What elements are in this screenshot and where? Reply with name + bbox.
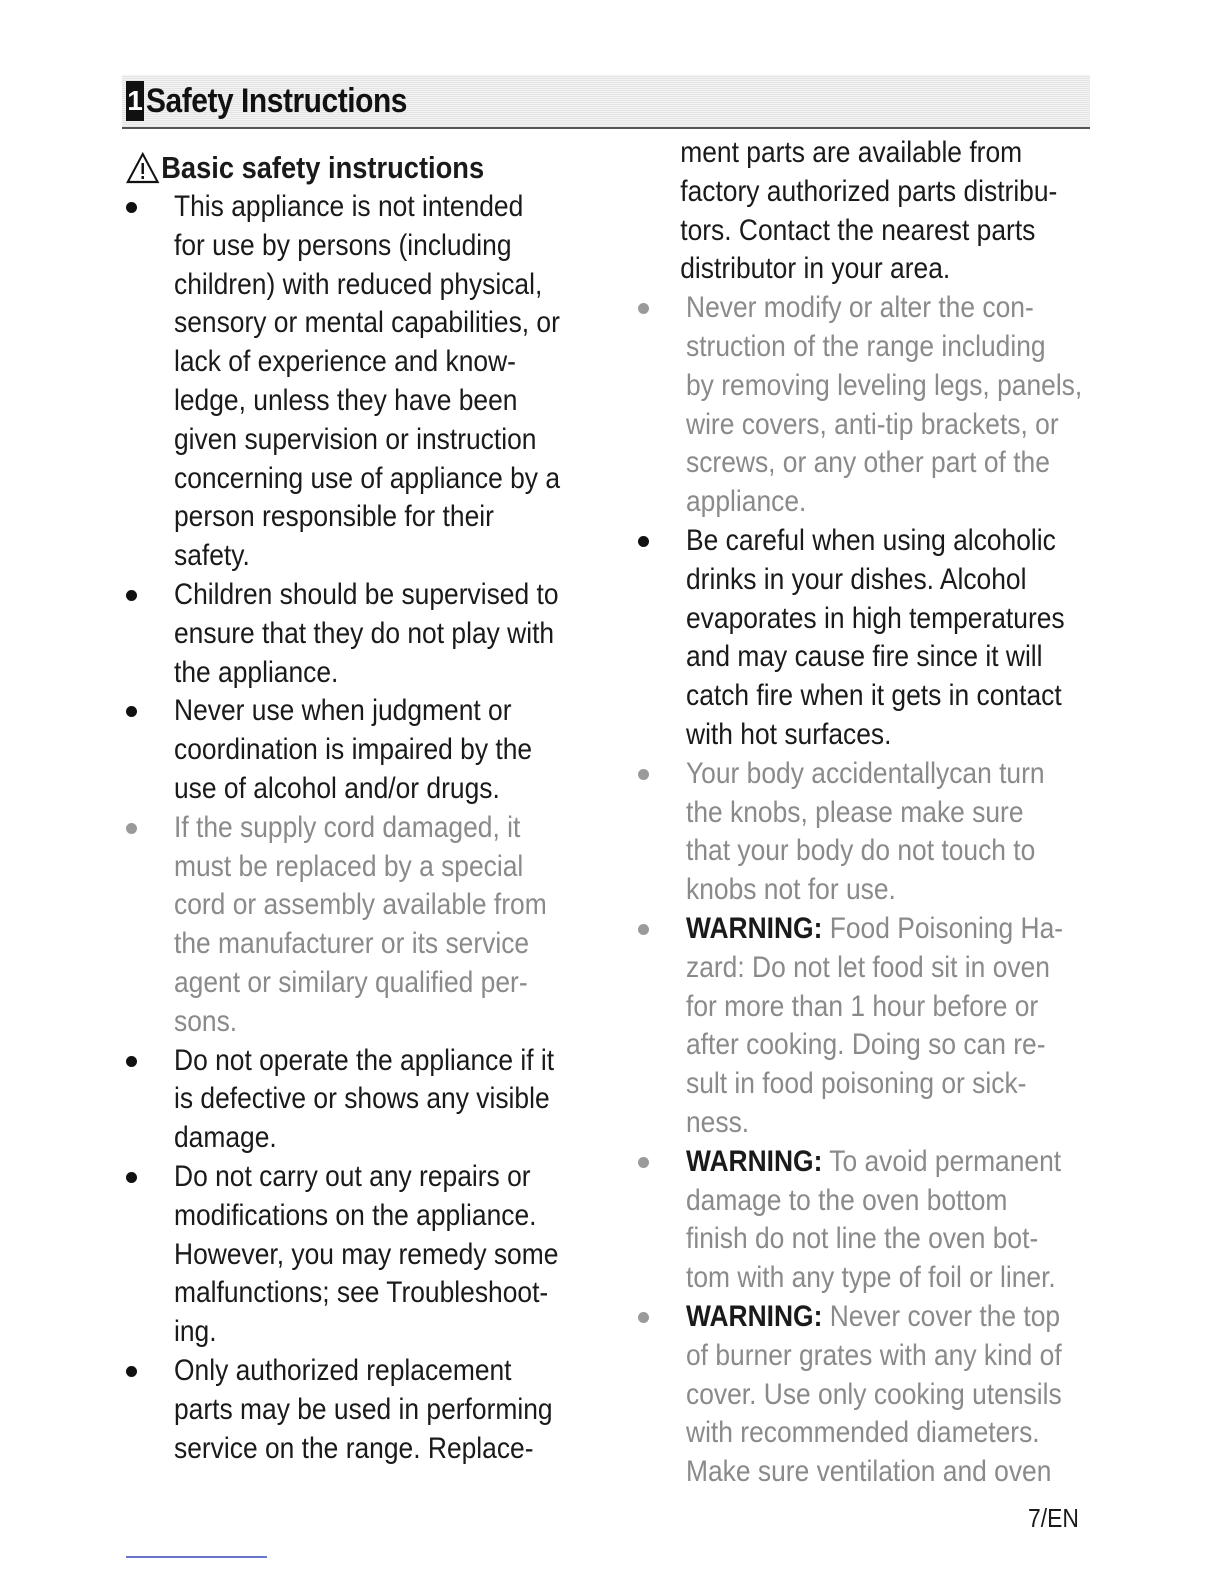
warning-label: WARNING: xyxy=(686,1299,823,1333)
left-bullet-list xyxy=(126,188,606,1468)
bullet-icon xyxy=(638,769,649,780)
warning-item-text xyxy=(686,910,1126,1143)
list-item-text: Never modify or alter the con- struction of the range including by removing leveling legs, panels, wire covers, anti-tip brackets, or screws, or any other part of the appliance. xyxy=(686,291,1083,519)
page-number: 7/EN xyxy=(1028,1503,1079,1533)
list-item xyxy=(638,1143,1108,1298)
warning-text: Food Poisoning Ha- zard: Do not let food sit in oven for more than 1 hour before or after cooking. Doing so can re- sult in food poisoning or sick- ness. xyxy=(686,911,1064,1139)
warning-item-text xyxy=(686,1298,1126,1492)
bullet-icon xyxy=(638,303,649,314)
list-item xyxy=(126,809,606,1042)
warning-label: WARNING: xyxy=(686,1144,823,1178)
list-item-text: Do not operate the appliance if it is defective or shows any visible damage. xyxy=(174,1043,555,1155)
bullet-icon xyxy=(126,202,137,213)
bullet-icon xyxy=(126,1172,137,1183)
list-item xyxy=(638,910,1108,1143)
bullet-icon xyxy=(638,1157,649,1168)
bullet-icon xyxy=(126,590,137,601)
warning-text: Never cover the top of burner grates with any kind of cover. Use only cooking utensils with recommended diameters. Make sure ventilation and oven xyxy=(686,1299,1062,1489)
footer-rule xyxy=(126,1556,267,1558)
list-item-text: Be careful when using alcoholic drinks in your dishes. Alcohol evaporates in high temperatures and may cause fire since it will catch fire when it gets in contact with hot surfaces. xyxy=(686,523,1065,751)
list-item xyxy=(638,522,1108,755)
list-item-text: If the supply cord damaged, it must be replaced by a special cord or assembly available from the manufacturer or its service agent or similary qualified per- sons. xyxy=(174,810,547,1038)
chapter-number: 1 xyxy=(126,81,144,121)
list-item xyxy=(638,755,1108,910)
section-title: Basic safety instructions xyxy=(161,150,485,185)
right-bullet-list xyxy=(638,289,1108,1492)
list-item-text: Never use when judgment or coordination is impaired by the use of alcohol and/or drugs. xyxy=(174,694,533,805)
warning-triangle-icon xyxy=(126,152,159,184)
bullet-icon xyxy=(638,1312,649,1323)
warning-label: WARNING: xyxy=(686,911,823,945)
list-item xyxy=(126,692,606,808)
list-item xyxy=(126,1352,606,1468)
bullet-icon xyxy=(126,1366,137,1377)
section-heading xyxy=(126,148,548,188)
bullet-icon xyxy=(638,536,649,547)
list-item xyxy=(638,289,1108,522)
chapter-title: Safety Instructions xyxy=(146,82,407,120)
left-column xyxy=(126,134,606,1468)
bullet-icon xyxy=(126,706,137,717)
list-item-text: This appliance is not intended for use by persons (including children) with reduced physical, sensory or mental capabilities, or lack of experience and know- ledge, unless they have been given supervision or instruction concerning use of appliance by a person responsible for their safety. xyxy=(174,190,561,573)
list-item-text: Do not carry out any repairs or modifications on the appliance. However, you may remedy some malfunctions; see Troubleshoot- ing. xyxy=(174,1159,559,1349)
list-item xyxy=(638,1298,1108,1492)
list-item xyxy=(126,1158,606,1352)
warning-text: To avoid permanent damage to the oven bottom finish do not line the oven bot- tom with any type of foil or liner. xyxy=(686,1144,1062,1295)
chapter-header xyxy=(122,75,1090,129)
list-item-text: Children should be supervised to ensure that they do not play with the appliance. xyxy=(174,577,559,689)
list-item xyxy=(126,576,606,692)
bullet-icon xyxy=(126,823,137,834)
bullet-icon xyxy=(126,1056,137,1067)
warning-item-text xyxy=(686,1143,1126,1298)
continued-text: ment parts are available from factory authorized parts distribu- tors. Contact the nearest parts distributor in your area. xyxy=(680,136,1058,286)
list-item xyxy=(126,188,606,576)
right-column xyxy=(638,134,1108,1492)
list-item xyxy=(126,1042,606,1158)
list-item-text: Your body accidentallycan turn the knobs, please make sure that your body do not touch to knobs not for use. xyxy=(686,756,1045,907)
bullet-icon xyxy=(638,924,649,935)
list-item-text: Only authorized replacement parts may be used in performing service on the range. Replace- xyxy=(174,1353,553,1465)
